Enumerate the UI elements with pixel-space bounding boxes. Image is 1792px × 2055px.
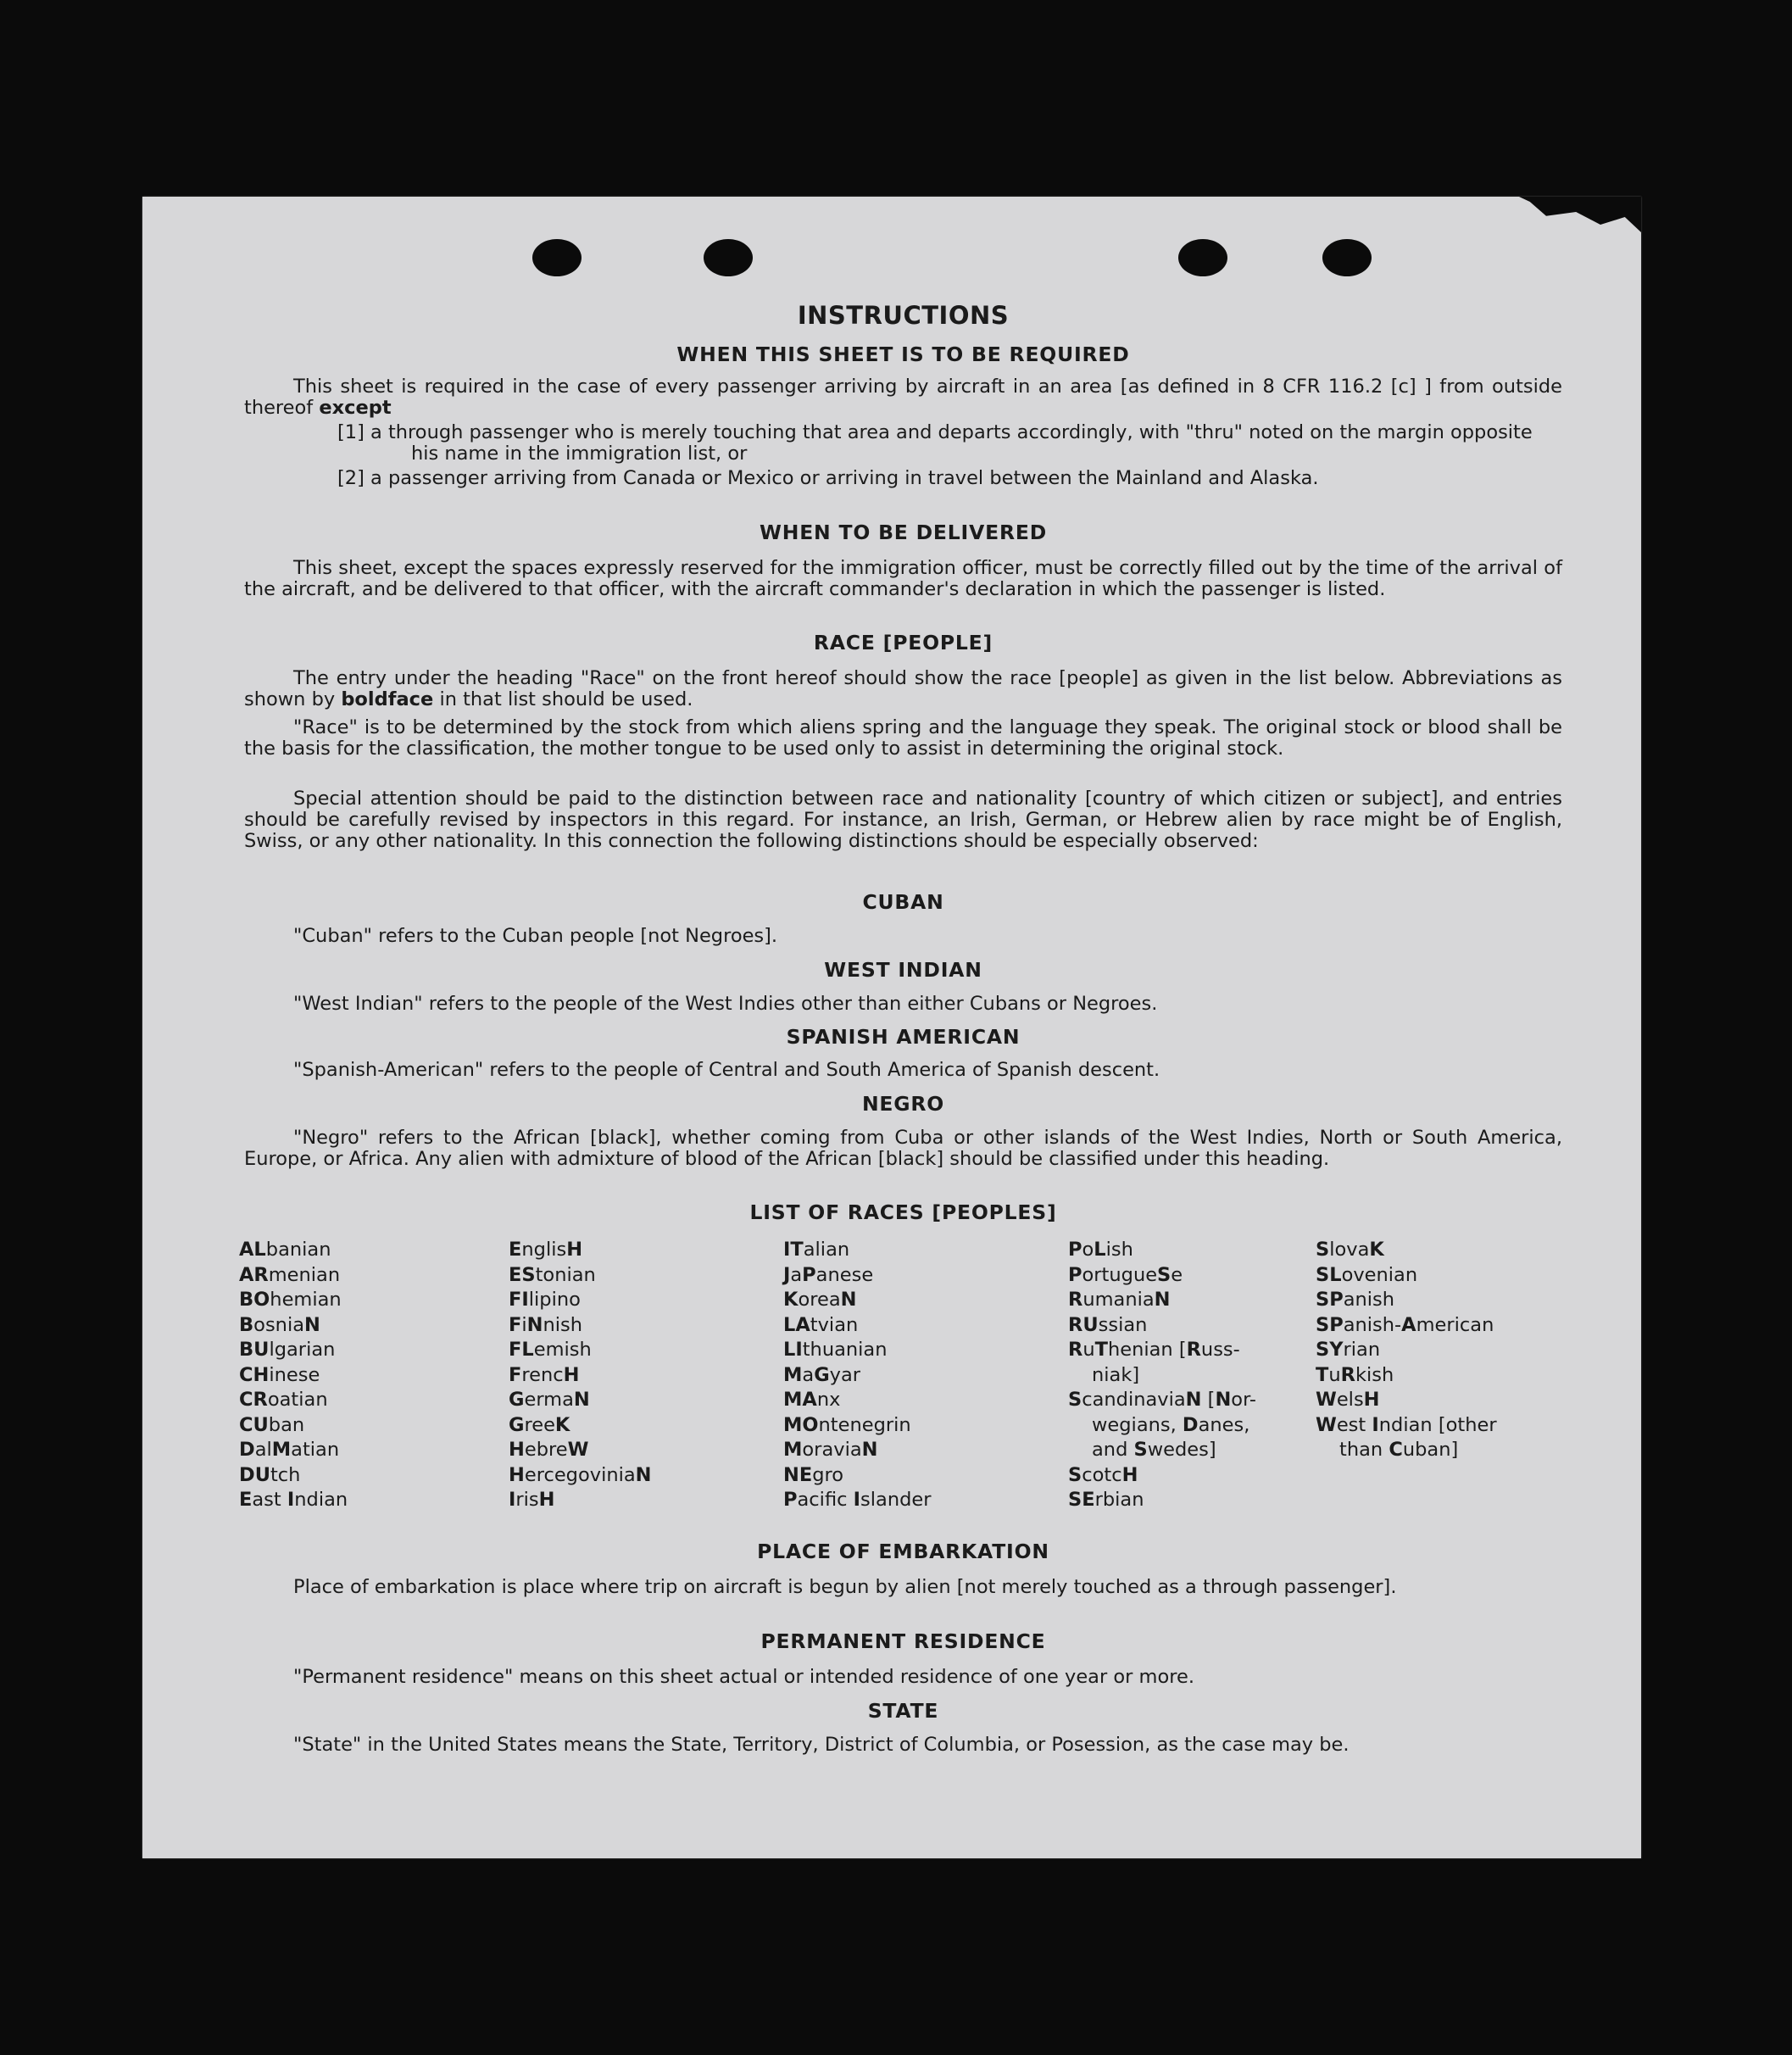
list-item-1: [1] a through passenger who is merely touching that area and departs accordingly, with "thru" noted on the margin opposite his name in the immigration list, or bbox=[337, 421, 1533, 465]
race-entry: FiNnish bbox=[509, 1313, 583, 1336]
race-entry: WelsH bbox=[1316, 1389, 1380, 1411]
race-entry: SLovenian bbox=[1316, 1263, 1418, 1286]
race-entry: HebreW bbox=[509, 1439, 589, 1461]
paragraph-west-indian: "West Indian" refers to the people of the West Indies other than either Cubans or Negroes. bbox=[293, 993, 1158, 1015]
race-entry: RumaniaN bbox=[1068, 1289, 1171, 1311]
paragraph-spanish-american: "Spanish-American" refers to the people of Central and South America of Spanish descent. bbox=[293, 1059, 1160, 1081]
paragraph-required: This sheet is required in the case of every passenger arriving by aircraft in an area [as defined in 8 CFR 116.2 [c] ] from outside thereof except bbox=[244, 376, 1562, 419]
race-entry: CUban bbox=[239, 1413, 305, 1436]
heading-residence: PERMANENT RESIDENCE bbox=[760, 1629, 1046, 1653]
torn-corner bbox=[1505, 197, 1641, 248]
race-entry: SErbian bbox=[1068, 1489, 1144, 1511]
race-entry: RuThenian [Russ- bbox=[1068, 1339, 1240, 1361]
race-entry: MAnx bbox=[783, 1389, 841, 1411]
race-entry: LIthuanian bbox=[783, 1339, 888, 1361]
race-entry: BUlgarian bbox=[239, 1339, 336, 1361]
race-entry: West Indian [other bbox=[1316, 1413, 1497, 1436]
race-entry: CHinese bbox=[239, 1363, 320, 1386]
race-entry: FrencH bbox=[509, 1363, 580, 1386]
paragraph-delivered: This sheet, except the spaces expressly reserved for the immigration officer, must be correctly filled out by the time of the arrival of the aircraft, and be delivered to that officer, with the aircraft commander's declaration in which the passenger is listed. bbox=[244, 557, 1562, 600]
race-entry: DUtch bbox=[239, 1463, 301, 1486]
race-entry: TuRkish bbox=[1316, 1363, 1394, 1386]
list-item-2: [2] a passenger arriving from Canada or Mexico or arriving in travel between the Mainland and Alaska. bbox=[337, 467, 1319, 489]
race-entry: DalMatian bbox=[239, 1439, 340, 1461]
race-entry: MoraviaN bbox=[783, 1439, 878, 1461]
paragraph-race-3: Special attention should be paid to the distinction between race and nationality [country of which citizen or subject], and entries should be carefully revised by inspectors in this regard. For instance, an Irish, German, or Hebrew alien by race might be of English, Swiss, or any other nationality. In this connection the following distinctions should be especially observed: bbox=[244, 788, 1562, 852]
heading-negro: NEGRO bbox=[861, 1092, 945, 1116]
paragraph-negro: "Negro" refers to the African [black], whether coming from Cuba or other islands of the West Indies, North or South America, Europe, or Africa. Any alien with admixture of blood of the African [black] should be classified under this heading. bbox=[244, 1127, 1562, 1170]
punch-hole bbox=[1322, 239, 1372, 276]
race-entry: NEgro bbox=[783, 1463, 844, 1486]
punch-hole bbox=[532, 239, 582, 276]
race-entry: LAtvian bbox=[783, 1313, 859, 1336]
race-entry: SPanish-American bbox=[1316, 1313, 1494, 1336]
race-entry: SlovaK bbox=[1316, 1239, 1384, 1261]
paragraph-race-1: The entry under the heading "Race" on the front hereof should show the race [people] as given in the list below. Abbreviations as shown by boldface in that list should be used. bbox=[244, 667, 1562, 710]
punch-hole bbox=[1178, 239, 1227, 276]
heading-west-indian: WEST INDIAN bbox=[824, 958, 982, 982]
race-column bbox=[509, 1239, 652, 1515]
heading-embarkation: PLACE OF EMBARKATION bbox=[757, 1540, 1049, 1563]
race-entry: and Swedes] bbox=[1092, 1439, 1216, 1461]
race-column bbox=[783, 1239, 932, 1515]
page-title: INSTRUCTIONS bbox=[797, 301, 1010, 330]
paragraph-residence: "Permanent residence" means on this sheet actual or intended residence of one year or more. bbox=[293, 1666, 1194, 1688]
race-entry: ITalian bbox=[783, 1239, 850, 1261]
heading-delivered: WHEN TO BE DELIVERED bbox=[760, 521, 1047, 544]
race-entry: MOntenegrin bbox=[783, 1413, 911, 1436]
race-entry: IrisH bbox=[509, 1489, 555, 1511]
document-sheet bbox=[142, 197, 1641, 1858]
race-entry: wegians, Danes, bbox=[1092, 1413, 1250, 1436]
race-entry: East Indian bbox=[239, 1489, 348, 1511]
race-entry: BosniaN bbox=[239, 1313, 320, 1336]
race-column bbox=[239, 1239, 348, 1515]
paragraph-embarkation: Place of embarkation is place where trip on aircraft is begun by alien [not merely touched as a through passenger]. bbox=[293, 1576, 1397, 1598]
race-entry: ScandinaviaN [Nor- bbox=[1068, 1389, 1257, 1411]
race-entry: GreeK bbox=[509, 1413, 570, 1436]
heading-cuban: CUBAN bbox=[862, 890, 944, 914]
race-entry: JaPanese bbox=[783, 1263, 874, 1286]
race-entry: than Cuban] bbox=[1339, 1439, 1459, 1461]
race-column bbox=[1068, 1239, 1256, 1515]
race-entry: Pacifc Islander bbox=[783, 1489, 932, 1511]
race-entry: KoreaN bbox=[783, 1289, 857, 1311]
paragraph-cuban: "Cuban" refers to the Cuban people [not Negroes]. bbox=[293, 925, 778, 947]
race-entry: CRoatian bbox=[239, 1389, 328, 1411]
race-entry: MaGyar bbox=[783, 1363, 861, 1386]
heading-race: RACE [PEOPLE] bbox=[813, 631, 993, 654]
race-entry: SYrian bbox=[1316, 1339, 1381, 1361]
race-entry: BOhemian bbox=[239, 1289, 342, 1311]
heading-required: WHEN THIS SHEET IS TO BE REQUIRED bbox=[676, 342, 1130, 366]
punch-hole bbox=[704, 239, 753, 276]
race-entry: GermaN bbox=[509, 1389, 590, 1411]
paragraph-race-2: "Race" is to be determined by the stock from which aliens spring and the language they speak. The original stock or blood shall be the basis for the classification, the mother tongue to be used only to assist in determining the original stock. bbox=[244, 716, 1562, 760]
heading-spanish-american: SPANISH AMERICAN bbox=[786, 1025, 1021, 1049]
race-entry: HercegoviniaN bbox=[509, 1463, 652, 1486]
race-entry: ALbanian bbox=[239, 1239, 331, 1261]
race-entry: ARmenian bbox=[239, 1263, 341, 1286]
race-entry: RUssian bbox=[1068, 1313, 1148, 1336]
race-entry: niak] bbox=[1092, 1363, 1140, 1386]
race-column bbox=[1316, 1239, 1497, 1465]
race-entry: FIlipino bbox=[509, 1289, 581, 1311]
race-entry: EnglisH bbox=[509, 1239, 583, 1261]
race-entry: PoLish bbox=[1068, 1239, 1133, 1261]
race-entry: FLemish bbox=[509, 1339, 592, 1361]
race-entry: SPanish bbox=[1316, 1289, 1395, 1311]
race-entry: EStonian bbox=[509, 1263, 596, 1286]
heading-list-of-races: LIST OF RACES [PEOPLES] bbox=[749, 1200, 1057, 1224]
heading-state: STATE bbox=[867, 1699, 939, 1723]
paragraph-state: "State" in the United States means the State, Territory, District of Columbia, or Posession, as the case may be. bbox=[293, 1734, 1350, 1756]
race-entry: PortugueSe bbox=[1068, 1263, 1183, 1286]
race-entry: ScotcH bbox=[1068, 1463, 1138, 1486]
